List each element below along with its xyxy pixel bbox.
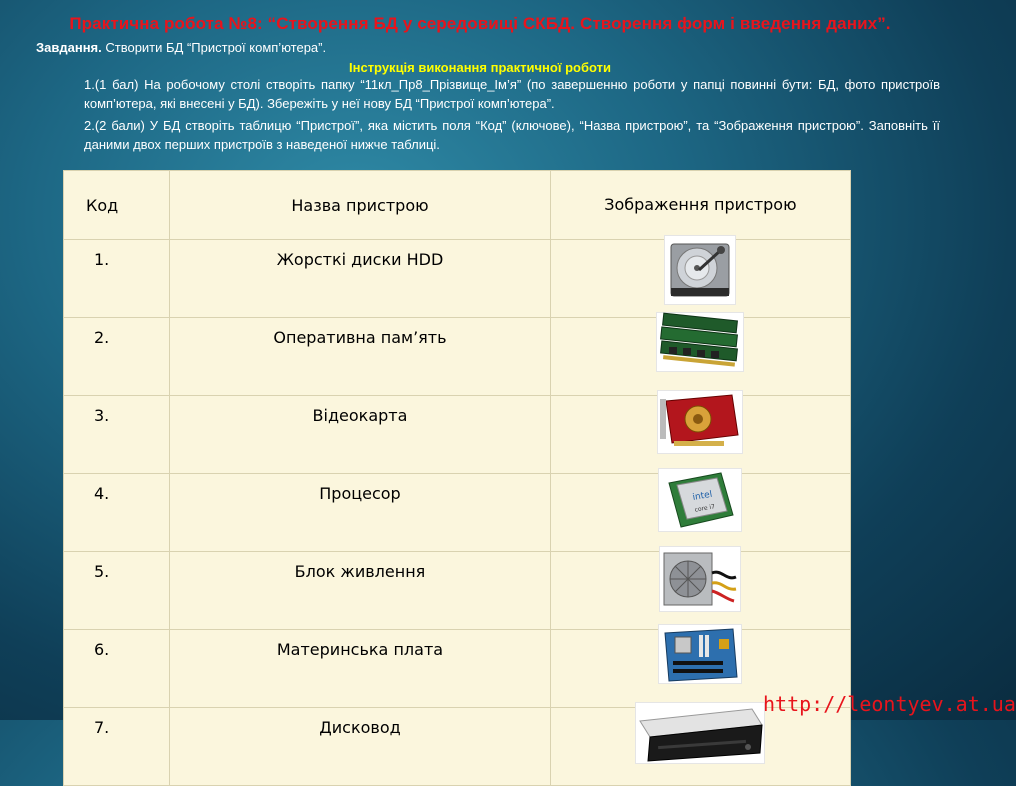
optical-drive-photo	[635, 702, 765, 764]
row-code: 7.	[64, 708, 170, 786]
table-header-row	[64, 171, 851, 240]
header-image: Зображення пристрою	[550, 171, 850, 240]
table-row	[64, 318, 851, 396]
table-row	[64, 630, 851, 708]
table-row	[64, 396, 851, 474]
step-2-text: 2.(2 бали) У БД створіть таблицю “Пристрої”, яка містить поля “Код” (ключове), “Назва пристрою”, та “Зображення пристрою”. Заповніть її даними двох перших пристроїв з наведеної нижче таблиці.	[84, 118, 940, 152]
row-name: Материнська плата	[170, 630, 551, 708]
row-name: Процесор	[170, 474, 551, 552]
processor-photo	[658, 468, 742, 532]
task-line	[36, 40, 326, 55]
task-label: Завдання.	[36, 40, 102, 55]
row-name: Оперативна пам’ять	[170, 318, 551, 396]
svg-text:core i7: core i7	[694, 503, 716, 514]
row-code: 1.	[64, 240, 170, 318]
devices-table	[63, 170, 851, 786]
header-name: Назва пристрою	[170, 171, 551, 240]
table-row	[64, 240, 851, 318]
ram-modules-photo	[656, 312, 744, 372]
row-name: Відеокарта	[170, 396, 551, 474]
row-name: Блок живлення	[170, 552, 551, 630]
row-code: 3.	[64, 396, 170, 474]
row-name: Дисковод	[170, 708, 551, 786]
row-name: Жорсткі диски HDD	[170, 240, 551, 318]
table-row	[64, 474, 851, 552]
footer-url: http://leontyev.at.ua	[763, 692, 1016, 716]
row-code: 6.	[64, 630, 170, 708]
instructions-heading: Інструкція виконання практичної роботи	[349, 60, 611, 75]
step-1-text: 1.(1 бал) На робочому столі створіть папку “11кл_Пр8_Прізвище_Ім’я” (по завершенню роботи у папці повинні бути: БД, фото пристроїв комп’ютера, які внесені у БД). Збережіть у неї нову БД “Пристрої комп’ютера”.	[84, 77, 940, 111]
motherboard-photo	[658, 624, 742, 684]
hard-disk-photo	[664, 235, 736, 305]
video-card-photo	[657, 390, 743, 454]
row-code: 4.	[64, 474, 170, 552]
row-code: 2.	[64, 318, 170, 396]
table-row	[64, 708, 851, 786]
power-supply-photo	[659, 546, 741, 612]
task-text: Створити БД “Пристрої комп’ютера”.	[101, 40, 327, 55]
header-code: Код	[64, 171, 170, 240]
page-title: Практична робота №8: “Створення БД у середовищі СКБД. Створення форм і введення даних”.	[69, 14, 891, 33]
svg-text:intel: intel	[692, 489, 714, 503]
table-row	[64, 552, 851, 630]
row-code: 5.	[64, 552, 170, 630]
